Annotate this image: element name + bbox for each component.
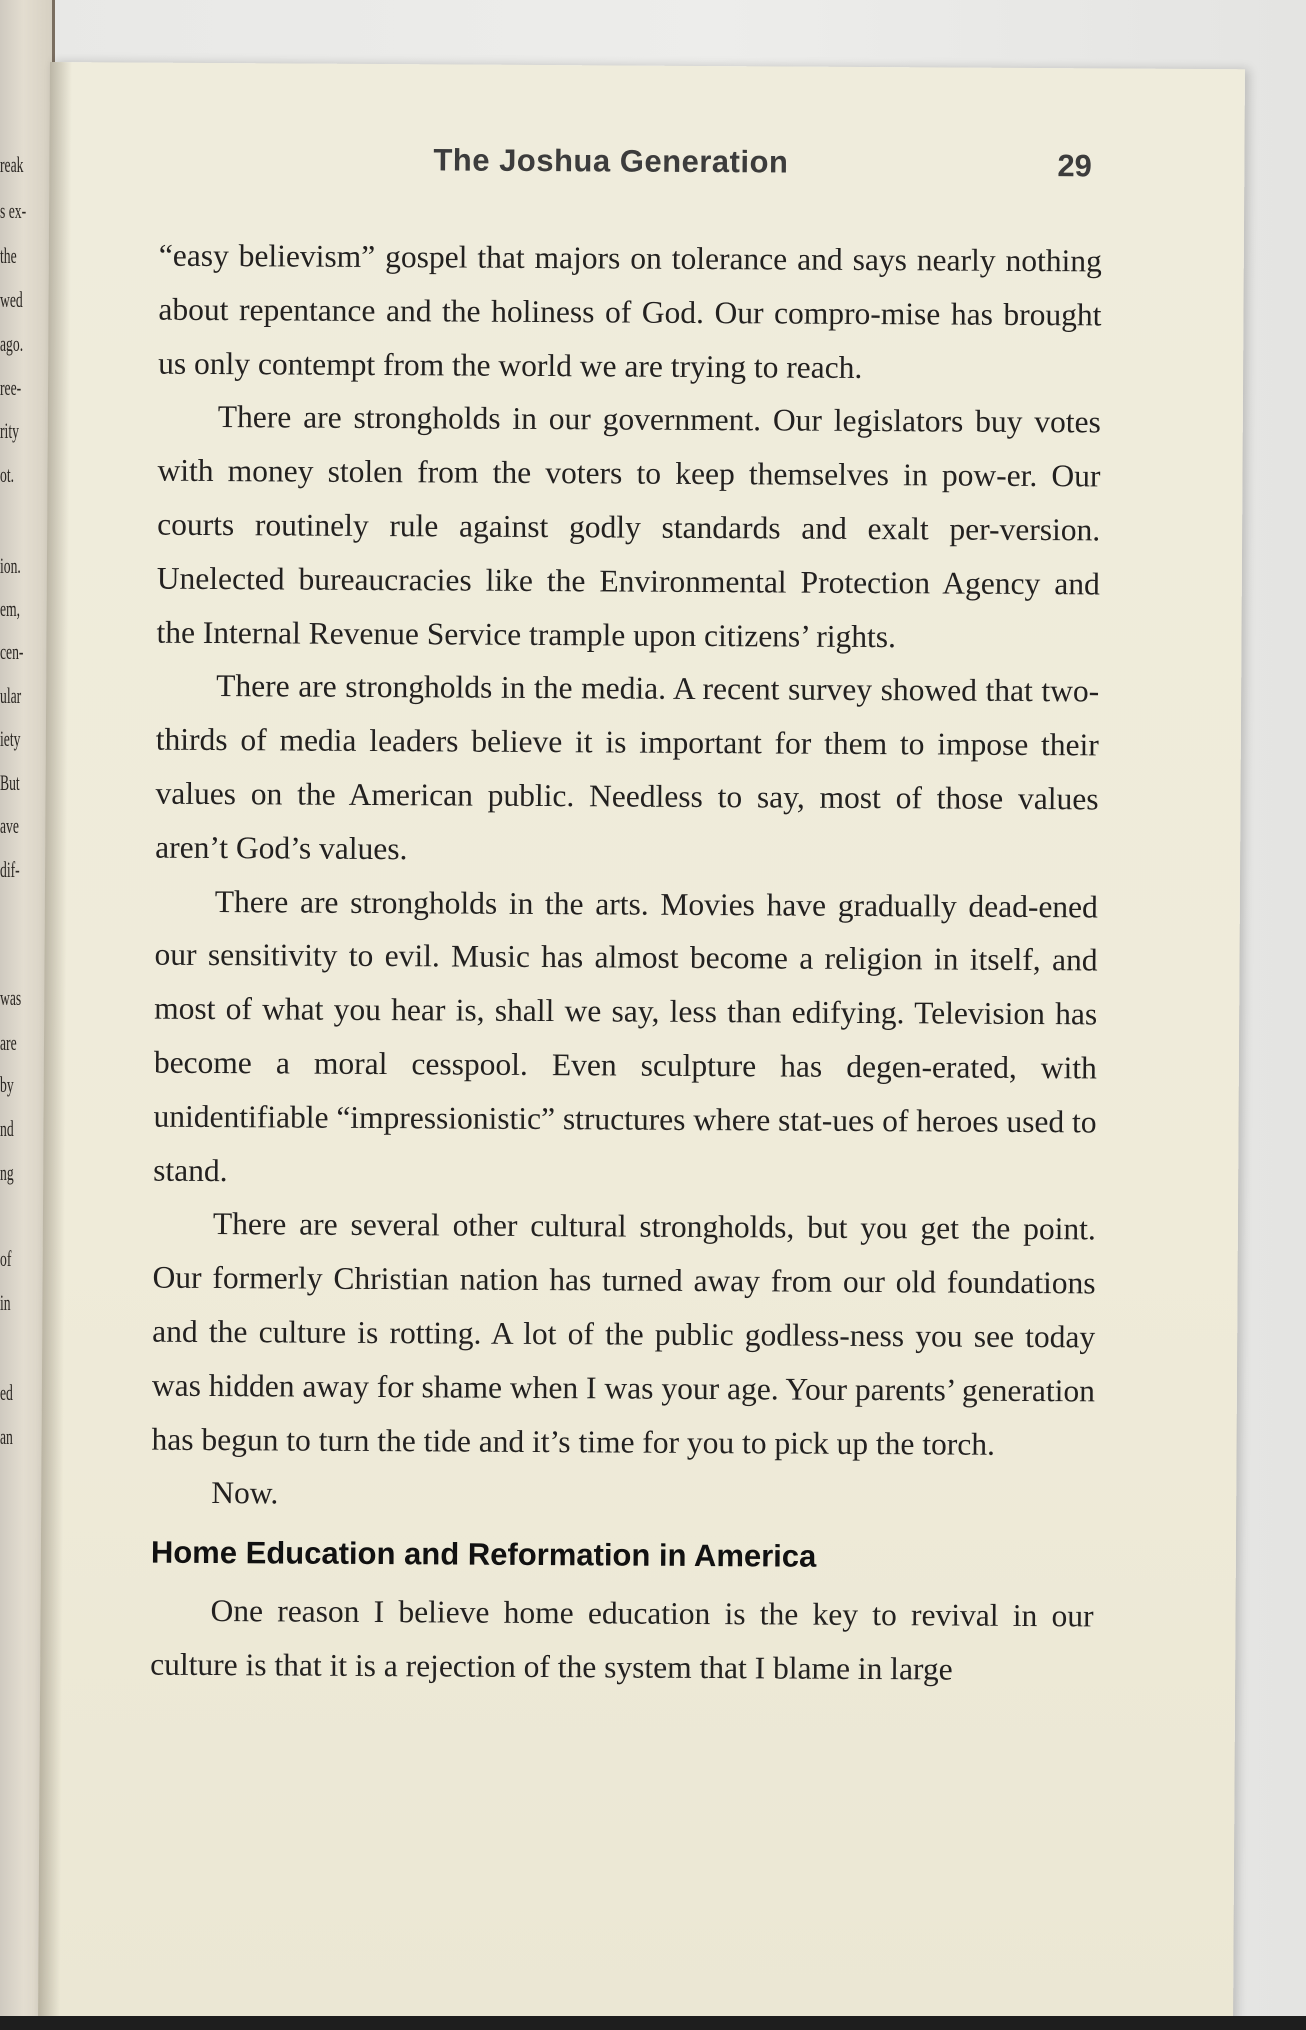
prev-page-fragment: ot. [0,462,15,487]
prev-page-fragment: ed [0,1380,13,1405]
page-number: 29 [1057,148,1092,184]
prev-page-fragment: dif- [0,857,20,882]
prev-page-fragment: ng [0,1160,14,1185]
prev-page-fragment: ave [0,813,19,838]
prev-page-fragment: iety [0,726,21,751]
background-edge [1266,0,1306,2030]
prev-page-fragment: cen- [0,639,24,664]
prev-page-fragment: ion. [0,553,21,578]
prev-page-fragment: wed [0,287,23,312]
prev-page-fragment: was [0,985,22,1010]
running-head [49,140,1244,187]
paragraph: There are strongholds in the media. A recent survey showed that two-thirds of media leaders believe it is important for them to impose their values on the American public. Needless to say, most of those values aren’t God’s values. [155,668,1100,866]
prev-page-fragment: by [0,1072,14,1097]
prev-page-fragment: em, [0,596,21,621]
prev-page-fragment: of [0,1246,12,1271]
prev-page-fragment: reak [0,152,24,177]
table-edge [0,2016,1306,2030]
prev-page-fragment: But [0,770,20,795]
prev-page-fragment: ree- [0,375,22,400]
prev-page-fragment: rity [0,418,19,443]
section-heading: Home Education and Reformation in America [150,1534,817,1574]
prev-page-fragment: nd [0,1116,14,1141]
body-text [150,229,1102,1697]
prev-page-fragment: s ex- [0,198,27,223]
prev-page-fragment: are [0,1030,17,1055]
paragraph: There are strongholds in our government. Our legislators buy votes with money stolen from the voters to keep themselves in pow-er. Our courts routinely rule against godly standards and exalt per-version. Unelected bureaucracies like the Environmental Protection Agency and the Internal Revenue Service trample upon citizens’ rights. [156,399,1101,654]
prev-page-fragment: an [0,1424,13,1449]
prev-page-fragment: ular [0,683,22,708]
paragraph: There are strongholds in the arts. Movies have gradually dead-ened our sensitivity to evil. Music has almost become a religion in itself, and most of what you hear is, shall we say, less than edifying. Television has become a moral cesspool. Even sculpture has degen-erated, with unidentifiable “impressionistic” structures where stat-ues of heroes used to stand. [153,883,1098,1188]
paragraph: Now. [211,1475,279,1511]
prev-page-fragment: ago. [0,331,24,356]
running-title: The Joshua Generation [433,142,789,180]
paragraph: There are several other cultural strongholds, but you get the point. Our formerly Christian nation has turned away from our old foundations and the culture is rotting. A lot of the public godless-ness you see today was hidden away for shame when I was your age. Your parents’ generation has begun to turn the tide and it’s time for you to pick up the torch. [151,1206,1096,1462]
prev-page-fragment: the [0,243,17,268]
prev-page-fragment: in [0,1290,11,1315]
book-page [38,62,1245,2027]
paragraph: One reason I believe home education is the key to revival in our culture is that it is a rejection of the system that I blame in large [150,1593,1094,1687]
paragraph: “easy believism” gospel that majors on tolerance and says nearly nothing about repentance and the holiness of God. Our compro-mise has brought us only contempt from the world we are trying to reach. [158,237,1102,385]
